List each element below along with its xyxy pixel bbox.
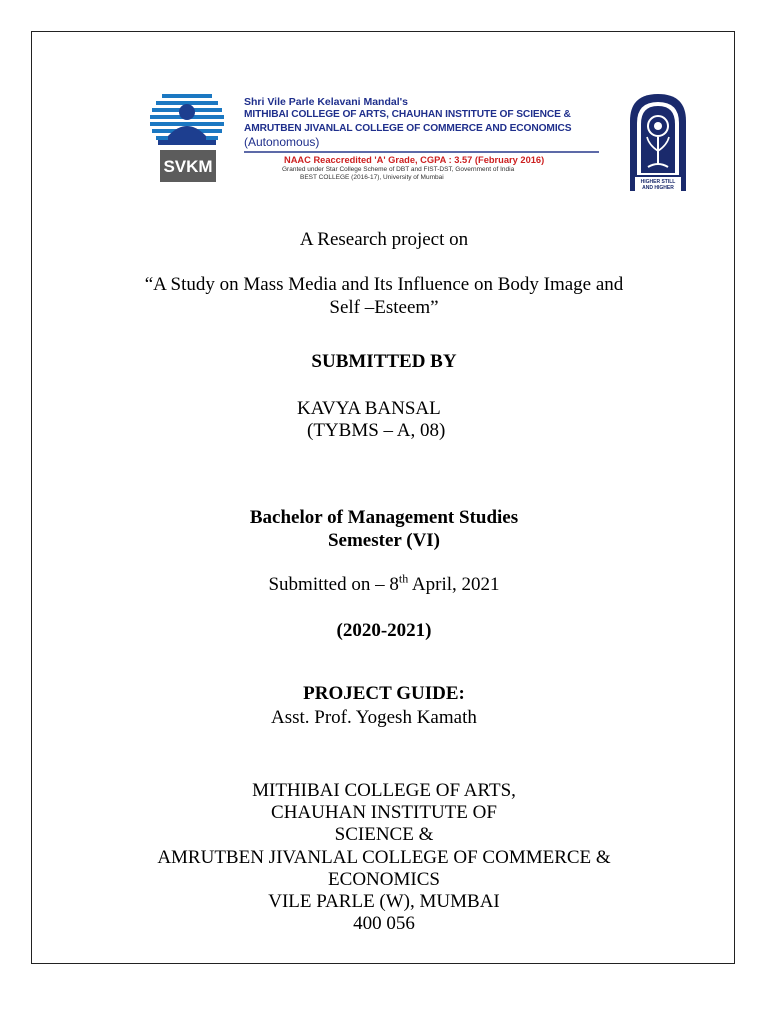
address-line: CHAUHAN INSTITUTE OF <box>271 802 497 823</box>
header-rule <box>244 151 599 153</box>
research-intro: A Research project on <box>299 229 469 250</box>
college-crest-icon <box>627 91 689 195</box>
project-guide-heading: PROJECT GUIDE: <box>303 683 465 704</box>
svkm-logo-text: SVKM <box>163 157 213 176</box>
college-name-line2: AMRUTBEN JIVANLAL COLLEGE OF COMMERCE AND ECONOMICS <box>244 123 572 134</box>
grant-text: Granted under Star College Scheme of DBT and FIST-DST, Government of India <box>282 166 515 173</box>
naac-accreditation: NAAC Reaccredited 'A' Grade, CGPA : 3.57 (February 2016) <box>284 155 545 165</box>
svkm-logo-icon <box>148 92 230 186</box>
submitted-by-heading: SUBMITTED BY <box>311 351 457 372</box>
academic-year: (2020-2021) <box>336 620 432 641</box>
project-title-line1: “A Study on Mass Media and Its Influence on Body Image and <box>144 274 624 295</box>
semester: Semester (VI) <box>327 530 441 551</box>
degree-name: Bachelor of Management Studies <box>249 507 519 528</box>
submission-date <box>0 571 768 596</box>
address-line: AMRUTBEN JIVANLAL COLLEGE OF COMMERCE & <box>157 847 611 868</box>
address-line: SCIENCE & <box>334 824 434 845</box>
address-line: 400 056 <box>353 913 415 934</box>
submission-date-suffix: April, 2021 <box>408 574 500 595</box>
address-line: MITHIBAI COLLEGE OF ARTS, <box>252 780 516 801</box>
crest-motto: HIGHER STILL AND HIGHER <box>640 179 676 191</box>
autonomous-label: (Autonomous) <box>244 135 320 149</box>
student-class: (TYBMS – A, 08) <box>307 420 446 441</box>
mandal-name: Shri Vile Parle Kelavani Mandal's <box>244 96 408 108</box>
project-title-line2: Self –Esteem” <box>329 297 439 318</box>
college-header <box>244 96 616 182</box>
address-line: ECONOMICS <box>328 869 440 890</box>
college-name-line1: MITHIBAI COLLEGE OF ARTS, CHAUHAN INSTITUTE OF SCIENCE & <box>244 109 571 120</box>
submission-date-sup: th <box>398 571 409 586</box>
submission-date-prefix: Submitted on – 8 <box>268 574 399 595</box>
best-college-text: BEST COLLEGE (2016-17), University of Mumbai <box>300 174 444 181</box>
student-name: KAVYA BANSAL <box>297 398 441 419</box>
project-guide-name: Asst. Prof. Yogesh Kamath <box>271 707 477 728</box>
address-line: VILE PARLE (W), MUMBAI <box>268 891 500 912</box>
